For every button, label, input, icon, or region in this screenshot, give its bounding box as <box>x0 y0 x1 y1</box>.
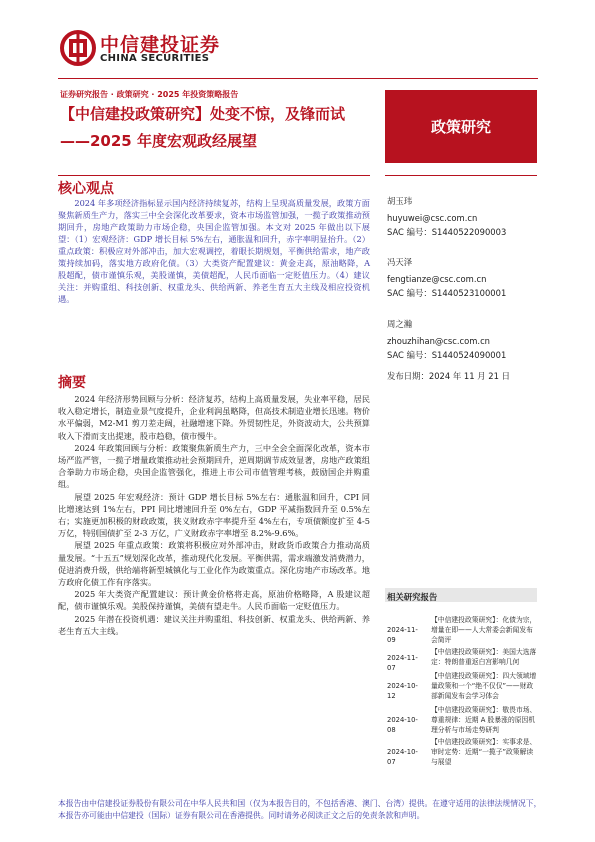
abstract-paragraph: 2025 年大类资产配置建议：预计黄金价格将走高，原油价格略降，A 股建议超配，债市谨慎乐观。美股保持谨慎，美债有望走牛。人民币面临一定贬值压力。 <box>58 589 370 612</box>
analyst-sac: SAC 编号：S1440524090001 <box>387 350 507 360</box>
abstract-heading: 摘要 <box>58 375 86 391</box>
analyst-email[interactable]: zhouzhihan@csc.com.cn <box>387 336 490 346</box>
brand-name-en: CHINA SECURITIES <box>100 53 210 64</box>
header-rule <box>58 78 538 79</box>
divider-right <box>385 175 537 176</box>
report-title: 【中信建投政策研究】处变不惊，及锋而试 <box>60 105 346 123</box>
analyst-name: 周之瀚 <box>387 319 413 329</box>
related-heading: 相关研究报告 <box>387 592 438 602</box>
analyst-email[interactable]: fengtianze@csc.com.cn <box>387 274 487 284</box>
analyst-name: 胡玉玮 <box>387 196 413 206</box>
analyst-sac: SAC 编号：S1440522090003 <box>387 227 507 237</box>
logo-emblem-icon <box>60 28 96 68</box>
related-title[interactable]: 【中信建投政策研究】：美国大选落定：特朗普重返白宫影响几何 <box>431 648 537 666</box>
company-logo <box>60 26 240 70</box>
related-date: 2024-10-08 <box>387 716 418 734</box>
divider-left <box>58 175 370 176</box>
related-title[interactable]: 【中信建投政策研究】：化债为宗，增量在即——人大常委会新闻发布会简评 <box>431 616 537 644</box>
core-view-heading: 核心观点 <box>58 181 114 197</box>
related-title[interactable]: 【中信建投政策研究】：四大领域增量政策和一个“绝不仅仅”——财政部新闻发布会学习体会 <box>431 672 537 700</box>
abstract-paragraph: 2025 年潜在投资机遇：建议关注并购重组、科技创新、权重龙头、供给两新、养老生育五大主线。 <box>58 613 370 636</box>
report-type-line: 证券研究报告 · 政策研究 · 2025 年投资策略报告 <box>60 90 239 99</box>
abstract-paragraph: 2024 年政策回顾与分析：政策聚焦新质生产力，三中全会全面深化改革，资本市场严监严管，一揽子增量政策推动社会预期回升，逆周期调节成效显著，房地产政策组合拳助力市场企稳，央国企监管强化，推进上市公司市值管理考核，鼓励国企并购重组。 <box>58 442 370 490</box>
related-date: 2024-11-09 <box>387 626 418 644</box>
abstract-paragraph: 2024 年经济形势回顾与分析：经济复苏，结构上高质量发展，失业率平稳，居民收入稳定增长，制造业景气度提升，企业利润虽略降，但高技术制造业增长迅速。物价水平偏弱，M2-M1 剪刀差走阔，社融增速下降。外贸韧性足，外资波动大，公共预算收入下滑而支出提速，股市趋稳，债市慢牛。 <box>58 394 370 441</box>
core-view-text: 2024 年多项经济指标显示国内经济持续复苏，结构上呈现高质量发展，政策方面聚焦新质生产力，落实三中全会深化改革要求，资本市场监管加强，一揽子政策推动预期回升，房地产政策助力市场企稳，央国企监管加强。本文对 2025 年做出以下展望：（1）宏观经济：GDP 增长目标 5%左右，通胀温和回升，赤字率明显抬升。（2）重点政策：积极应对外部冲击，加大宏观调控，着眼长期规划，平衡供给需求，地产政策持续加码，落实地方政府化债。（3）大类资产配置建议：黄金走高，原油略降，A 股超配，债市谨慎乐观，美股谨慎，美债超配，人民币面临一定贬值压力。（4）建议关注：并购重组、科技创新、权重龙头、供给两新、养老生育五大主线及相应投资机遇。 <box>58 198 370 304</box>
section-label-box <box>385 90 537 163</box>
abstract-body <box>58 393 370 637</box>
related-date: 2024-11-07 <box>387 654 418 672</box>
related-date: 2024-10-12 <box>387 682 418 700</box>
report-subtitle: ——2025 年度宏观政经展望 <box>60 132 257 150</box>
analyst-email[interactable]: huyuwei@csc.com.cn <box>387 213 478 223</box>
analyst-sac: SAC 编号：S1440523100001 <box>387 288 507 298</box>
related-title[interactable]: 【中信建投政策研究】：敬畏市场、尊重规律：近期 A 股暴涨的原因机理分析与市场走势研判 <box>431 706 537 734</box>
publish-date: 发布日期：2024 年 11 月 21 日 <box>387 371 510 381</box>
disclaimer-footnote: 本报告由中信建投证券股份有限公司在中华人民共和国（仅为本报告目的，不包括香港、澳门、台湾）提供。在遵守适用的法律法规情况下，本报告亦可能由中信建投（国际）证券有限公司在香港提供。同时请务必阅读正文之后的免责条款和声明。 <box>58 799 542 820</box>
analyst-name: 冯天泽 <box>387 257 413 267</box>
related-title[interactable]: 【中信建投政策研究】：实事求是、审时定势：近期“一揽子”政策解读与展望 <box>431 738 537 766</box>
section-label: 政策研究 <box>430 118 491 136</box>
abstract-paragraph: 展望 2025 年宏观经济：预计 GDP 增长目标 5%左右：通胀温和回升，CPI 同比增速达到 1%左右，PPI 同比增速回升至 0%左右，GDP 平减指数回升至 0.5%左右；实施更加积极的财政政策，狭义财政赤字率提升至 4%左右，专项债额度扩至 4-5 万亿，特别国债扩至 2-3 万亿，广义财政赤字率增至 8.2%-9.6%。 <box>58 491 370 539</box>
abstract-paragraph: 展望 2025 年重点政策：政策将积极应对外部冲击，财政货币政策合力推动高质量发展。“十五五”规划深化改革，推动现代化发展。平衡供需，需求端激发消费潜力，促进消费升级，供给端将新型城镇化与工业化作为政策重点。深化房地产市场改革。地方政府化债工作有序落实。 <box>58 540 370 588</box>
related-date: 2024-10-07 <box>387 748 418 766</box>
brand-name-cn: 中信建投证券 <box>100 34 221 56</box>
